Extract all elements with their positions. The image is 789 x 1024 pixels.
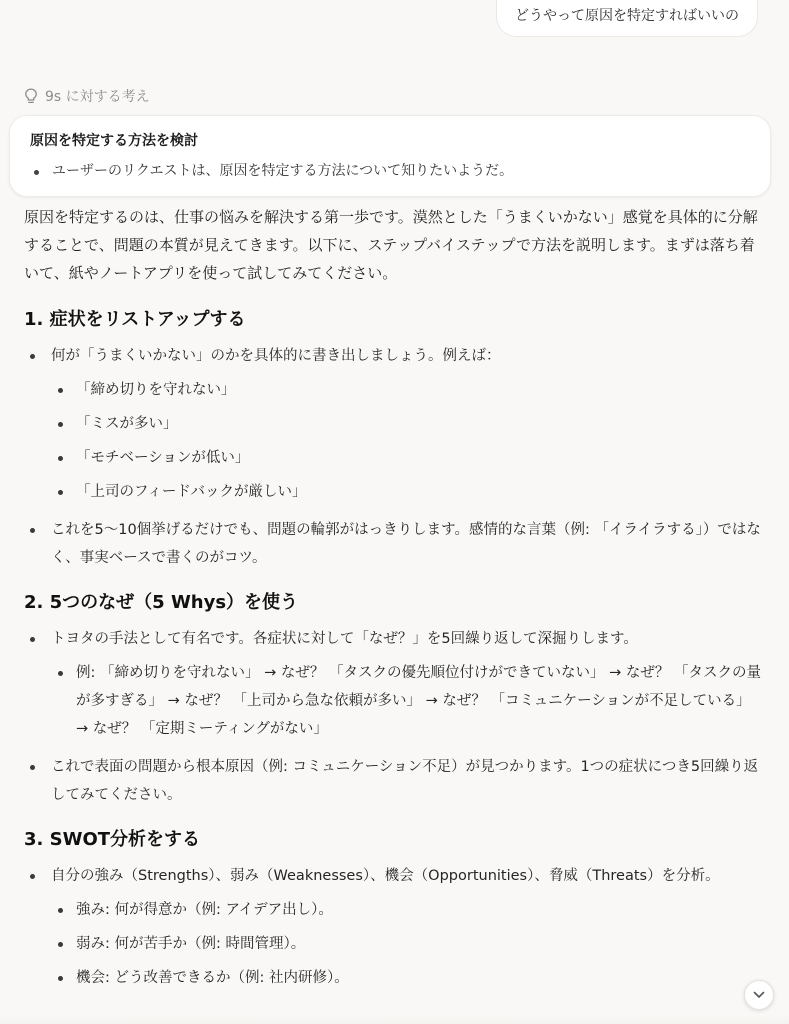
list-item: トヨタの手法として有名です。各症状に対して「なぜ？」を5回繰り返して深掘りします。 (24, 625, 764, 653)
scroll-down-button[interactable] (744, 980, 774, 1010)
sub-list-item: 「ミスが多い」 (24, 410, 764, 438)
thinking-toggle[interactable] (24, 86, 150, 106)
list-item: これで表面の問題から根本原因（例: コミュニケーション不足）が見つかります。1つの症状につき5回繰り返してみてください。 (24, 753, 764, 809)
response-body (24, 203, 764, 992)
sub-list-item: 「モチベーションが低い」 (24, 444, 764, 472)
sub-list-item: 「上司のフィードバックが厳しい」 (24, 478, 764, 506)
sub-list-item: 機会: どう改善できるか（例: 社内研修）。 (24, 964, 764, 992)
user-message-bubble (496, 0, 758, 37)
list-item: 何が「うまくいかない」のかを具体的に書き出しましょう。例えば： (24, 342, 764, 370)
list-item: 自分の強み（Strengths）、弱み（Weaknesses）、機会（Opportunities）、脅威（Threats）を分析。 (24, 862, 764, 890)
sub-list-item: 弱み: 何が苦手か（例: 時間管理）。 (24, 930, 764, 958)
thinking-label: 9s に対する考え (45, 89, 150, 105)
section-title: 2. 5つのなぜ（5 Whys）を使う (24, 592, 299, 613)
sub-list-item: 「締め切りを守れない」 (24, 376, 764, 404)
section-title: 3. SWOT分析をする (24, 829, 201, 850)
thinking-summary-card (9, 115, 771, 197)
response-intro: 原因を特定するのは、仕事の悩みを解決する第一歩です。漠然とした「うまくいかない」感覚を具体的に分解することで、問題の本質が見えてきます。以下に、ステップバイステップで方法を説明します。まずは落ち着いて、紙やノートアプリを使って試してみてください。 (24, 208, 758, 282)
sub-list-item: 例: 「締め切りを守れない」 → なぜ？ 「タスクの優先順位付けができていない」 → なぜ？ 「タスクの量が多すぎる」 → なぜ？ 「上司から急な依頼が多い」 → なぜ？ 「コミュニケーションが不足している」 → なぜ？ 「定期ミーティングがない」 (24, 659, 764, 743)
thinking-item: ユーザーのリクエストは、原因を特定する方法について知りたいようだ。 (30, 161, 750, 181)
section-title: 1. 症状をリストアップする (24, 309, 246, 330)
thinking-title: 原因を特定する方法を検討 (30, 133, 198, 149)
sub-list-item: 強み: 何が得意か（例: アイデア出し）。 (24, 896, 764, 924)
bottom-fade (0, 1016, 789, 1024)
list-item: これを5〜10個挙げるだけでも、問題の輪郭がはっきりします。感情的な言葉（例: 「イライラする」）ではなく、事実ベースで書くのがコツ。 (24, 516, 764, 572)
lightbulb-icon (24, 88, 38, 104)
chevron-down-icon (753, 991, 765, 999)
user-message-text: どうやって原因を特定すればいいの (515, 8, 739, 24)
